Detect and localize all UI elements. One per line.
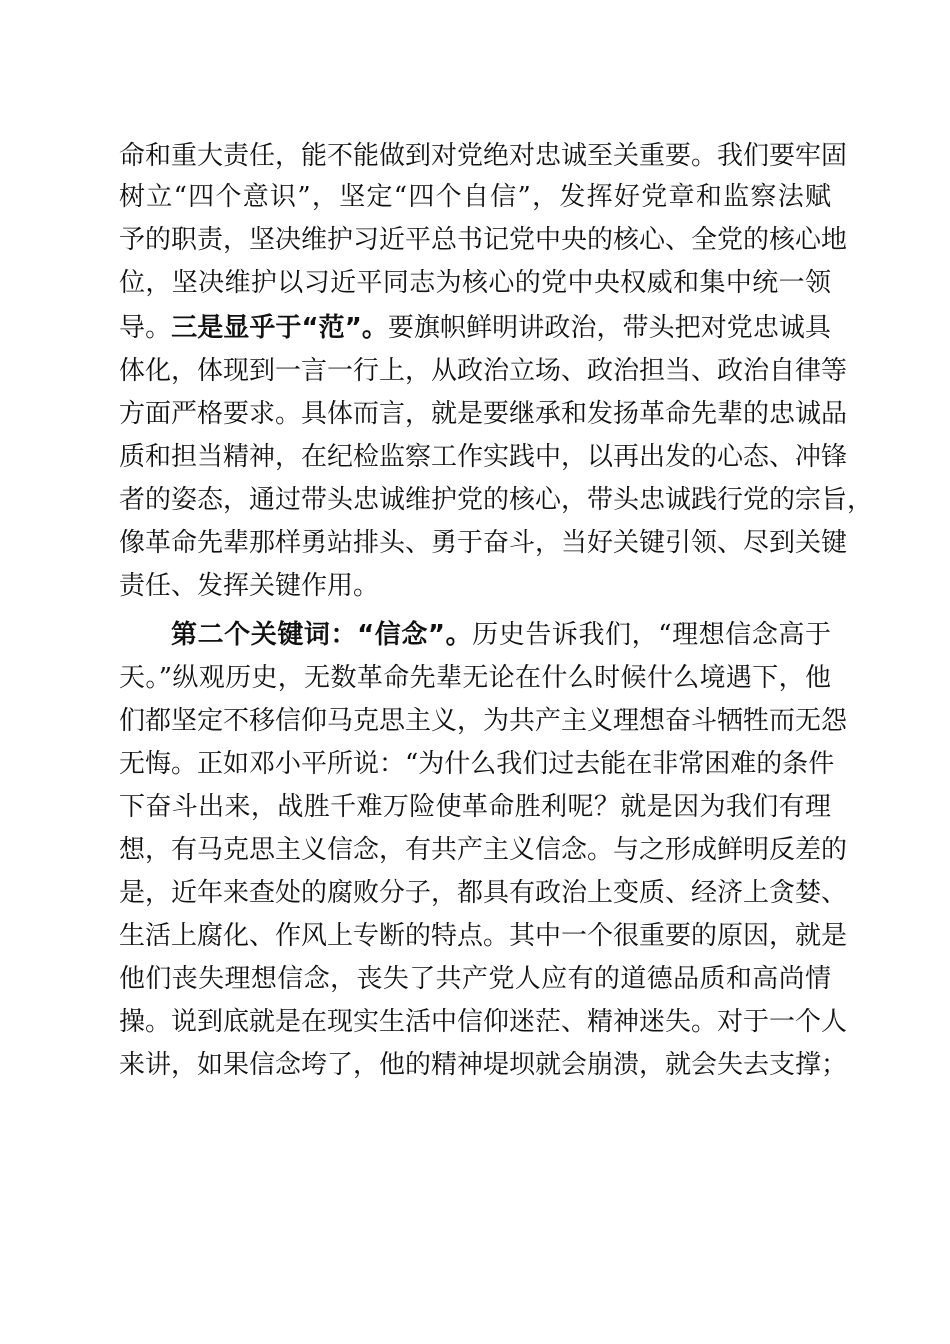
bold-keyword-heading: 第二个关键词：“信念”。 <box>171 620 473 650</box>
text-line: 质和担当精神，在纪检监察工作实践中，以再出发的心态、冲锋 <box>119 442 848 472</box>
text-line: 方面严格要求。具体而言，就是要继承和发扬革命先辈的忠诚品 <box>119 399 848 429</box>
text-line: 予的职责，坚决维护习近平总书记党中央的核心、全党的核心地 <box>119 225 848 255</box>
bold-point-heading: 三是显乎于“范”。 <box>171 313 388 343</box>
text-line: 者的姿态，通过带头忠诚维护党的核心，带头忠诚践行党的宗旨， <box>119 485 874 515</box>
text-line: 是，近年来查处的腐败分子，都具有政治上变质、经济上贪婪、 <box>119 878 848 908</box>
text-line: 下奋斗出来，战胜千难万险使革命胜利呢？就是因为我们有理 <box>119 792 831 822</box>
text-line <box>171 617 831 653</box>
text-line: 体化，体现到一言一行上，从政治立场、政治担当、政治自律等 <box>119 356 848 386</box>
line-rest-text: 历史告诉我们，“理想信念高于 <box>472 620 831 650</box>
text-line: 想，有马克思主义信念，有共产主义信念。与之形成鲜明反差的 <box>119 835 848 865</box>
text-line <box>119 310 831 346</box>
text-line: 命和重大责任，能不能做到对党绝对忠诚至关重要。我们要牢固 <box>119 141 848 171</box>
text-line: 操。说到底就是在现实生活中信仰迷茫、精神迷失。对于一个人 <box>119 1007 848 1037</box>
text-line: 他们丧失理想信念，丧失了共产党人应有的道德品质和高尚情 <box>119 964 831 994</box>
text-line: 无悔。正如邓小平所说：“为什么我们过去能在非常困难的条件 <box>119 749 835 779</box>
text-line: 位，坚决维护以习近平同志为核心的党中央权威和集中统一领 <box>119 268 831 298</box>
line-rest-text: 要旗帜鲜明讲政治，带头把对党忠诚具 <box>387 313 831 343</box>
text-line: 像革命先辈那样勇站排头、勇于奋斗，当好关键引领、尽到关键 <box>119 528 848 558</box>
text-line: 们都坚定不移信仰马克思主义，为共产主义理想奋斗牺牲而无怨 <box>119 706 848 736</box>
text-line: 来讲，如果信念垮了，他的精神堤坝就会崩溃，就会失去支撑； <box>119 1050 848 1080</box>
line-start-text: 导。 <box>119 313 172 343</box>
text-line: 生活上腐化、作风上专断的特点。其中一个很重要的原因，就是 <box>119 921 848 951</box>
text-line: 天。”纵观历史，无数革命先辈无论在什么时候什么境遇下，他 <box>119 663 831 693</box>
text-line: 责任、发挥关键作用。 <box>119 571 380 601</box>
text-line: 树立“四个意识”，坚定“四个自信”，发挥好党章和监察法赋 <box>119 182 831 212</box>
